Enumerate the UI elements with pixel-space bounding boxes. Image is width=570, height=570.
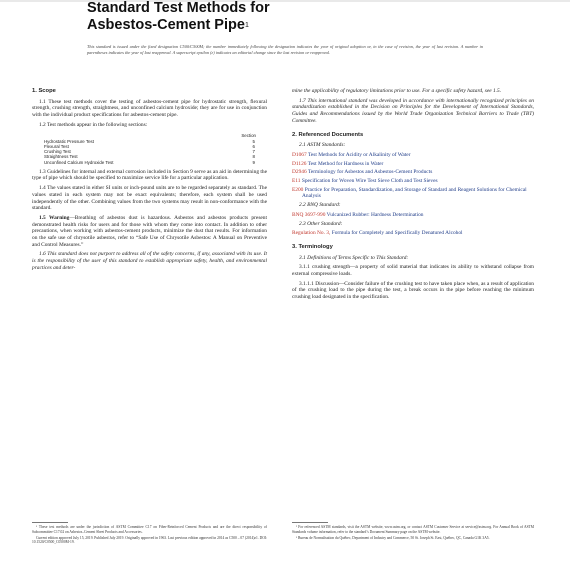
footnote-rule-left xyxy=(32,522,68,523)
paragraph-1-4: 1.4 The values stated in either SI units or inch-pound units are to be regarded separately as standard. The values stated in each system may not be exact equivalents; therefore, each system shall be used independently of the other. Combining values from the two systems may result in non-conformance with the standard. xyxy=(32,185,267,212)
reference-item[interactable]: D1067 Test Methods for Acidity or Alkalinity of Water xyxy=(292,151,411,158)
referenced-documents-heading: 2. Referenced Documents xyxy=(292,131,364,138)
paragraph-3-1-1: 3.1.1 crushing strength—a property of solid material that indicates its ability to withstand collapse from external compressive loads. xyxy=(292,264,534,278)
issue-note: This standard is issued under the fixed designation C500/C500M; the number immediately following the designation indicates the year of original adoption or, in the case of revision, the year of last revision. A number in parentheses indicates the year of last reapproval. A superscript epsilon (ε) indicates an editorial change since the last revision or reapproval. xyxy=(87,44,483,55)
title-line-1: Standard Test Methods for xyxy=(87,0,270,16)
warning-label: 1.5 Warning xyxy=(39,214,70,221)
astm-standards-label: 2.1 ASTM Standards: xyxy=(299,142,346,149)
table-row: Unconfined Calcium Hydroxide Test 9 xyxy=(44,159,255,165)
paragraph-1-3: 1.3 Guidelines for internal and external corrosion included in Section 9 serve as an aid in determining the type of pipe which should be specified to maximize service life for a particular application. xyxy=(32,168,267,182)
paragraph-1-1: 1.1 These test methods cover the testing of asbestos-cement pipe for hydrostatic strength, flexural strength, crushing strength, straightness, and unconfined calcium hydroxide; they are for use in conjunction with the individual product specifications for asbestos-cement pipe. xyxy=(32,98,267,119)
footnotes-left xyxy=(32,525,267,546)
footnote-rule-right xyxy=(292,522,328,523)
title-footnote-mark: 1 xyxy=(244,22,249,29)
reference-item[interactable]: E200 Practice for Preparation, Standardization, and Storage of Standard and Reagent Solutions for Chemical Analysis xyxy=(292,186,527,200)
paragraph-1-7: 1.7 This international standard was developed in accordance with internationally recognized principles on standardization established in the Decision on Principles for the Development of International Standards, Guides and Recommendations issued by the World Trade Organization Technical Barriers to Trade (TBT) Committee. xyxy=(292,97,534,124)
reference-item[interactable]: BNQ 3697-990 Vulcanized Rubber: Hardness Determination xyxy=(292,211,424,218)
reference-item[interactable]: Regulation No. 3, Formula for Completely and Specifically Denatured Alcohol xyxy=(292,230,463,237)
paragraph-1-6-continued: mine the applicability of regulatory limitations prior to use. For a specific safety hazard, see 1.5. xyxy=(292,88,502,94)
table-row: Hydrostatic Pressure Test 5 xyxy=(44,138,255,144)
scope-heading: 1. Scope xyxy=(32,88,56,94)
reference-item[interactable]: D2946 Terminology for Asbestos and Asbestos-Cement Products xyxy=(292,169,433,176)
other-standard-label: 2.3 Other Standard: xyxy=(299,220,343,227)
footnote: ¹ These test methods are under the jurisdiction of ASTM Committee C17 on Fiber-Reinforced Cement Products and are the direct responsibility of Subcommittee C17.02 on Asbestos–Cement Sheet Products and Accessories. xyxy=(32,525,267,534)
paragraph-1-5 xyxy=(32,215,267,249)
terminology-heading: 3. Terminology xyxy=(292,243,333,250)
table-row: Straightness Test 8 xyxy=(44,154,255,160)
document-title xyxy=(87,0,507,34)
reference-item[interactable]: D1126 Test Method for Hardness in Water xyxy=(292,160,384,167)
footnote: ³ Bureau de Normalisation du Québec, Department of Industry and Commerce, 50 St. Joseph St. East, Québec, QC, Canada G1K 3A5. xyxy=(296,535,490,540)
warning-text: —Breathing of asbestos dust is hazardous. Asbestos and asbestos products present demonstrated health risks for users and for those with whom they come into contact. In addition to other precautions, when working with asbestos-cement products, minimize the dust that results. For information on the safe use of chrysotile asbestos, refer to “Safe Use of Chrysotile Asbestos: A Manual on Preventive and Control Measures.” xyxy=(32,214,268,248)
left-column xyxy=(32,88,267,275)
footnotes-right xyxy=(292,525,534,542)
paragraph-1-6: 1.6 This standard does not purport to address all of the safety concerns, if any, associated with its use. It is the responsibility of the user of this standard to establish appropriate safety, health, and environmental practices and deter- xyxy=(32,251,267,271)
sections-table xyxy=(42,132,257,165)
bnq-standard-label: 2.2 BNQ Standard: xyxy=(299,202,341,209)
reference-item[interactable]: E11 Specification for Woven Wire Test Sieve Cloth and Test Sieves xyxy=(292,178,438,185)
table-row: Crushing Test 7 xyxy=(44,149,255,155)
table-row: Flexural Test 6 xyxy=(44,143,255,149)
paragraph-3-1: 3.1 Definitions of Terms Specific to This Standard: xyxy=(299,254,409,261)
paragraph-3-1-1-1: 3.1.1.1 Discussion—Consider failure of the crushing test to have taken place when, as a result of application of the crushing load to the pipe during the test, a break occurs in the pipe before reaching the minimum crushing load designated in the specification. xyxy=(292,280,534,301)
footnote: Current edition approved July 15, 2019. Published July 2019. Originally approved in 1963. Last previous edition approved in 2014 as C500 – 07 (2014)ε1. DOI: 10.1520/C0500_C0500M-19. xyxy=(32,535,267,545)
right-column xyxy=(292,88,534,304)
footnote: ² For referenced ASTM standards, visit the ASTM website, www.astm.org, or contact ASTM Customer Service at service@astm.org. For Annual Book of ASTM Standards volume information, refer to the standard’s Document Summary page on the ASTM website. xyxy=(292,525,534,534)
paragraph-1-2: 1.2 Test methods appear in the following sections: xyxy=(39,121,148,128)
title-line-2: Asbestos-Cement Pipe xyxy=(87,17,245,33)
sections-header: Section xyxy=(241,132,256,138)
